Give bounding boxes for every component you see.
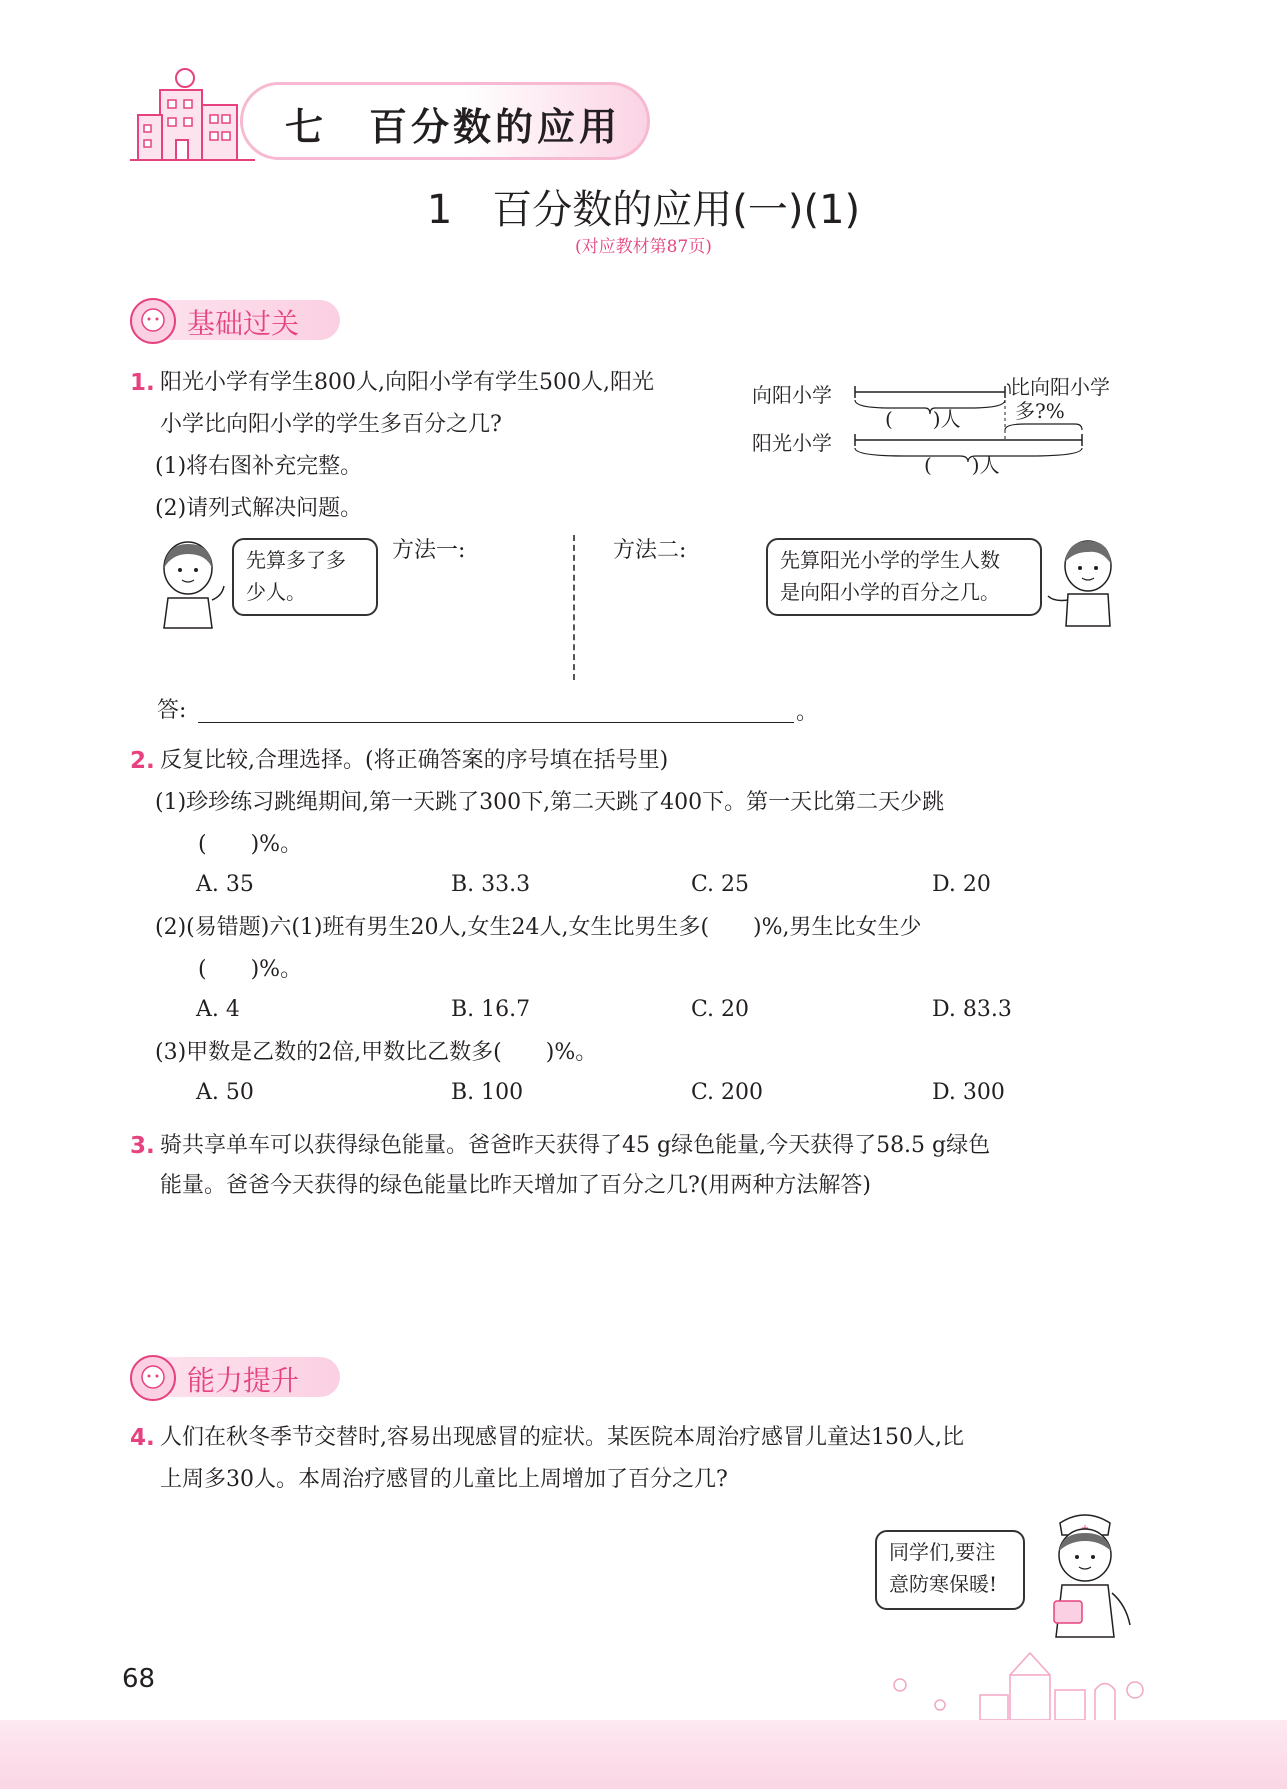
hint-text: 先算阳光小学的学生人数: [780, 548, 1000, 572]
method-one-label: 方法一:: [392, 538, 466, 563]
choice-question-text[interactable]: ( )%。: [198, 957, 303, 982]
answer-end: 。: [796, 700, 819, 725]
hint-text: 意防寒保暖!: [889, 1572, 998, 1596]
answer-line[interactable]: [198, 722, 794, 723]
choice-question-text[interactable]: ( )%。: [198, 832, 303, 857]
chapter-title: 七 百分数的应用: [285, 105, 622, 149]
textbook-reference: (对应教材第87页): [575, 237, 712, 257]
character-badge-icon: [128, 296, 178, 346]
nurse-illustration: [1030, 1505, 1140, 1640]
subquestion-text: (1)将右图补充完整。: [155, 454, 363, 479]
question-number: 2.: [130, 748, 155, 774]
diagram-note: 多?%: [1015, 399, 1065, 423]
footer-band: [0, 1720, 1287, 1789]
choice-option[interactable]: D. 83.3: [932, 997, 1012, 1022]
girl-illustration: [150, 538, 230, 630]
answer-label: 答:: [157, 698, 187, 723]
diagram-blank[interactable]: ( )人: [924, 453, 1000, 477]
character-badge-icon: [128, 1353, 178, 1403]
hint-text: 先算多了多少人。: [246, 548, 346, 604]
question-text: 阳光小学有学生800人,向阳小学有学生500人,阳光: [160, 370, 654, 395]
hint-bubble-right: [766, 538, 1042, 616]
method-divider: [573, 535, 575, 680]
choice-option[interactable]: B. 33.3: [451, 872, 531, 897]
choice-option[interactable]: A. 50: [196, 1080, 254, 1105]
choice-question-text: (2)(易错题)六(1)班有男生20人,女生24人,女生比男生多( )%,男生比女生少: [155, 915, 922, 940]
footer-castle-illustration: [880, 1645, 1170, 1725]
choice-option[interactable]: A. 35: [196, 872, 254, 897]
boy-illustration: [1044, 536, 1124, 628]
question-text: 小学比向阳小学的学生多百分之几?: [160, 412, 502, 437]
question-number: 3.: [130, 1133, 155, 1159]
choice-option[interactable]: C. 200: [691, 1080, 764, 1105]
choice-option[interactable]: A. 4: [196, 997, 240, 1022]
choice-option[interactable]: B. 16.7: [451, 997, 531, 1022]
diagram-label-yangguang: 阳光小学: [752, 431, 832, 455]
page-number: 68: [122, 1664, 156, 1694]
basic-section-label: 基础过关: [187, 307, 300, 340]
question-text: 人们在秋冬季节交替时,容易出现感冒的症状。某医院本周治疗感冒儿童达150人,比: [160, 1425, 964, 1450]
hint-text: 是向阳小学的百分之几。: [780, 580, 1000, 604]
diagram-note: 比向阳小学: [1010, 375, 1110, 399]
choice-option[interactable]: C. 25: [691, 872, 750, 897]
question-text: 上周多30人。本周治疗感冒的儿童比上周增加了百分之几?: [160, 1467, 728, 1492]
diagram-blank[interactable]: ( )人: [885, 407, 961, 431]
question-text: 骑共享单车可以获得绿色能量。爸爸昨天获得了45 g绿色能量,今天获得了58.5 g绿色: [160, 1133, 991, 1158]
choice-option[interactable]: C. 20: [691, 997, 750, 1022]
segment-diagram: [850, 380, 1090, 470]
section-title: 1 百分数的应用(一)(1): [426, 187, 861, 233]
question-number: 1.: [130, 370, 155, 396]
question-text: 反复比较,合理选择。(将正确答案的序号填在括号里): [160, 748, 669, 773]
hint-bubble-nurse: [875, 1530, 1025, 1610]
hint-text: 同学们,要注: [889, 1540, 996, 1564]
subquestion-text: (2)请列式解决问题。: [155, 496, 363, 521]
choice-option[interactable]: D. 20: [932, 872, 991, 897]
advanced-section-label: 能力提升: [187, 1364, 300, 1397]
choice-option[interactable]: B. 100: [451, 1080, 524, 1105]
choice-question-text: (1)珍珍练习跳绳期间,第一天跳了300下,第二天跳了400下。第一天比第二天少跳: [155, 790, 945, 815]
choice-question-text: (3)甲数是乙数的2倍,甲数比乙数多( )%。: [155, 1040, 598, 1065]
question-text: 能量。爸爸今天获得的绿色能量比昨天增加了百分之几?(用两种方法解答): [160, 1173, 871, 1198]
choice-option[interactable]: D. 300: [932, 1080, 1005, 1105]
question-number: 4.: [130, 1425, 155, 1451]
method-two-label: 方法二:: [613, 538, 687, 563]
diagram-label-xiangyang: 向阳小学: [752, 383, 832, 407]
hint-bubble-left: [232, 538, 378, 616]
